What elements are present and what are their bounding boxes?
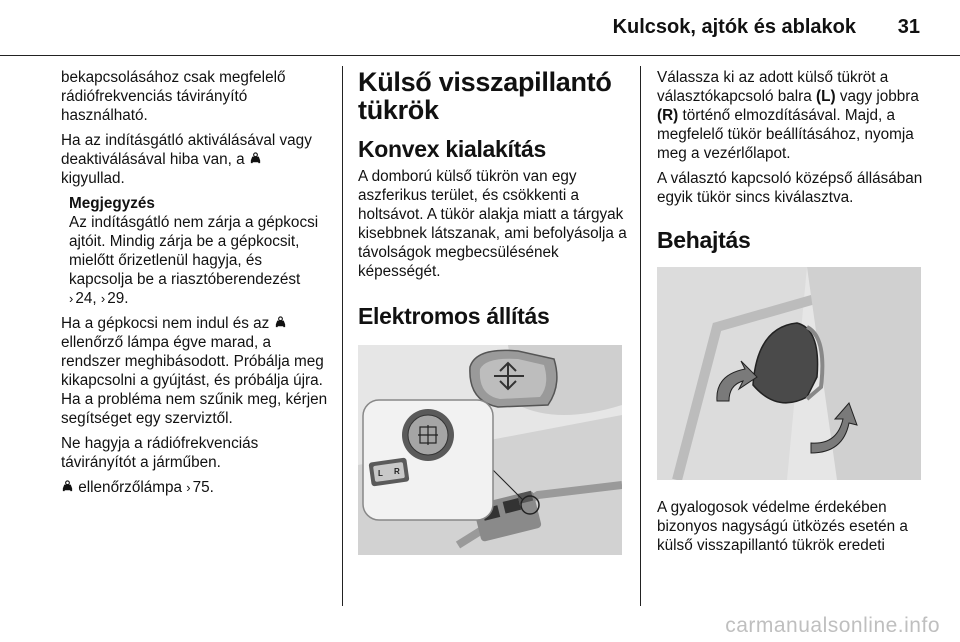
column-divider [640,66,641,606]
column-right [657,68,929,561]
column-left [61,68,329,503]
immobilizer-key-car-icon [249,152,262,165]
switch-label-right: R [394,467,400,476]
reference-arrow-icon: › [186,480,191,495]
label-right: (R) [657,107,679,124]
note-body: Az indításgátló nem zárja a gépkocsi ajtóit. Mindig zárja be a gépkocsit, mielőtt őrizetlenül hagyja, és kapcsolja be a riasztóberendezést › 24, › 29. [69,214,319,307]
cross-reference-link[interactable]: 75. [192,479,214,496]
switch-label-left: L [378,469,383,478]
cross-reference-link[interactable]: 24, [75,290,97,307]
header-rule [0,55,960,56]
column-divider [342,66,343,606]
paragraph: Válassza ki az adott külső tükröt a választókapcsoló balra (L) vagy jobbra (R) történő elmozdításával. Majd, a megfelelő tükör beállításához, nyomja meg a vezérlőlapot. [657,69,919,162]
subsection-heading: Behajtás [657,227,751,253]
subsection-heading: Konvex kialakítás [358,136,546,162]
label-left: (L) [816,88,836,105]
paragraph [61,131,329,188]
reference-arrow-icon: › [69,291,74,306]
paragraph: A választó kapcsoló középső állásában egyik tükör sincs kiválasztva. [657,170,923,206]
cross-reference-link[interactable]: 29. [107,290,129,307]
page-header [0,0,960,56]
immobilizer-key-car-icon [274,316,287,329]
column-middle [358,68,628,555]
page-number: 31 [897,16,920,38]
running-title: Kulcsok, ajtók és ablakok [612,16,856,38]
paragraph: Ha a gépkocsi nem indul és az ellenőrző lámpa égve marad, a rendszer meghibásodott. Próbálja meg kikapcsolni a gyújtást, és próbálja újra. Ha a probléma nem szűnik meg, kérjen segítséget egy szerviztől. [61,315,328,427]
paragraph-text: kigyullad. [61,170,125,187]
reference-arrow-icon: › [100,291,106,306]
subsection-heading: Elektromos állítás [358,303,550,329]
mirror-adjustment-illustration [358,345,622,555]
note-box [61,194,329,308]
mirror-folding-illustration [657,267,921,480]
paragraph: A gyalogosok védelme érdekében bizonyos nagyságú ütközés esetén a külső visszapillantó tükrök eredeti [657,499,908,554]
paragraph: A domború külső tükrön van egy aszferikus terület, és csökkenti a holtsávot. A tükör alakja miatt a tárgyak kisebbnek látszanak, ami befolyásolja a távolságok megbecsülésének képességét. [358,168,627,280]
immobilizer-key-car-icon [61,480,74,493]
paragraph: ellenőrzőlámpa › 75. [61,478,329,497]
note-title: Megjegyzés [69,195,155,212]
watermark: carmanualsonline.info [725,614,940,637]
section-title: Külső visszapillantó tükrök [358,67,612,125]
paragraph [61,68,329,125]
paragraph-text: bekapcsolásához csak megfelelő rádiófrekvenciás távirányító használható. [61,69,286,124]
paragraph: Ne hagyja a rádiófrekvenciás távirányítót a járműben. [61,435,259,471]
paragraph-text: Ha az indításgátló aktiválásával vagy deaktiválásával hiba van, a [61,132,312,168]
